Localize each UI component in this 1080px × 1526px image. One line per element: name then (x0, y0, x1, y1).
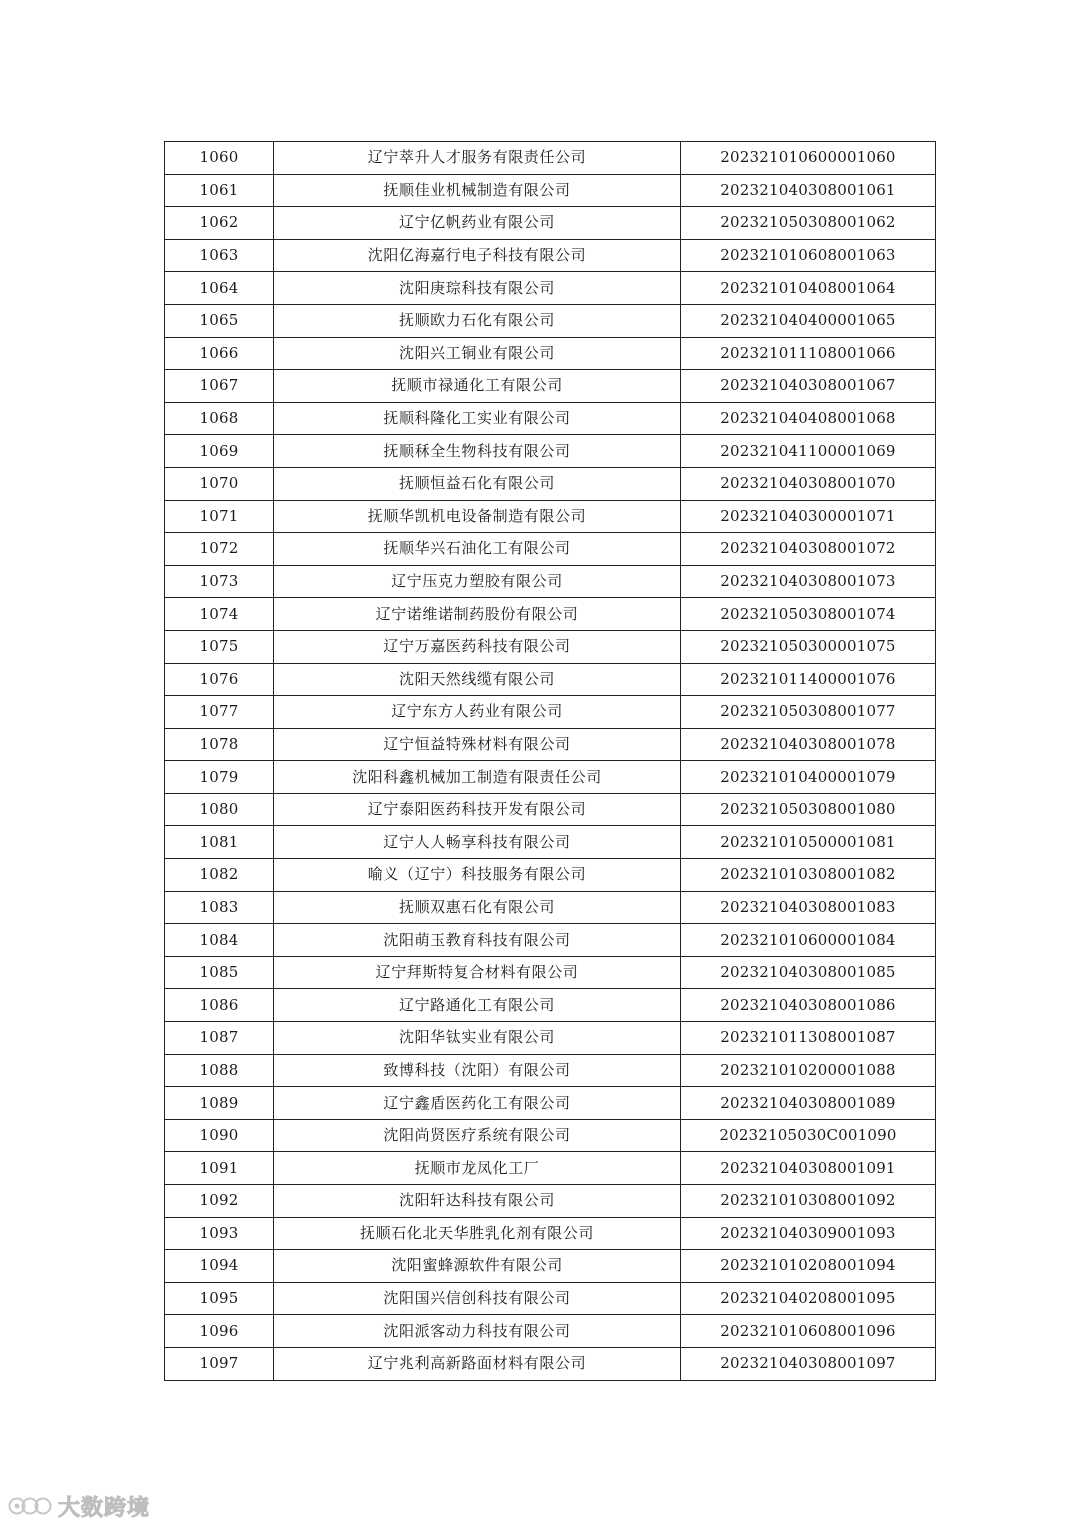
table-row (165, 174, 936, 207)
registration-code: 202321010608001063 (681, 239, 936, 272)
table-row (165, 630, 936, 663)
company-name: 辽宁萃升人才服务有限责任公司 (274, 142, 681, 175)
table-row (165, 663, 936, 696)
table-row (165, 728, 936, 761)
company-name: 沈阳天然线缆有限公司 (274, 663, 681, 696)
registration-code: 202321010308001082 (681, 859, 936, 892)
company-name: 辽宁恒益特殊材料有限公司 (274, 728, 681, 761)
registration-code: 202321010200001088 (681, 1054, 936, 1087)
row-number: 1067 (165, 370, 274, 403)
row-number: 1075 (165, 630, 274, 663)
registration-code: 202321040308001067 (681, 370, 936, 403)
company-name: 抚顺佳业机械制造有限公司 (274, 174, 681, 207)
company-name: 抚顺欧力石化有限公司 (274, 304, 681, 337)
table-row (165, 598, 936, 631)
registration-code: 202321050308001062 (681, 207, 936, 240)
table-row (165, 370, 936, 403)
registration-code: 202321010600001060 (681, 142, 936, 175)
row-number: 1087 (165, 1022, 274, 1055)
company-name: 沈阳蜜蜂源软件有限公司 (274, 1250, 681, 1283)
row-number: 1063 (165, 239, 274, 272)
company-name: 抚顺科隆化工实业有限公司 (274, 402, 681, 435)
registration-code: 202321040308001061 (681, 174, 936, 207)
table-row (165, 924, 936, 957)
row-number: 1070 (165, 467, 274, 500)
registration-code: 202321010500001081 (681, 826, 936, 859)
table-row (165, 1022, 936, 1055)
row-number: 1095 (165, 1282, 274, 1315)
row-number: 1071 (165, 500, 274, 533)
registration-code: 20232105030C001090 (681, 1119, 936, 1152)
company-name: 沈阳轩达科技有限公司 (274, 1185, 681, 1218)
table-row (165, 142, 936, 175)
registration-code: 202321041100001069 (681, 435, 936, 468)
row-number: 1069 (165, 435, 274, 468)
row-number: 1066 (165, 337, 274, 370)
table-row (165, 696, 936, 729)
table-row (165, 793, 936, 826)
company-name: 抚顺秝全生物科技有限公司 (274, 435, 681, 468)
row-number: 1078 (165, 728, 274, 761)
company-name: 辽宁路通化工有限公司 (274, 989, 681, 1022)
company-name: 辽宁泰阳医药科技开发有限公司 (274, 793, 681, 826)
registration-code: 202321010308001092 (681, 1185, 936, 1218)
table-row (165, 533, 936, 566)
registration-code: 202321050308001080 (681, 793, 936, 826)
row-number: 1061 (165, 174, 274, 207)
row-number: 1068 (165, 402, 274, 435)
row-number: 1082 (165, 859, 274, 892)
registration-code: 202321050308001074 (681, 598, 936, 631)
company-name: 沈阳萌玉教育科技有限公司 (274, 924, 681, 957)
table-row (165, 1250, 936, 1283)
company-registry-table (164, 141, 936, 1381)
table-row (165, 1282, 936, 1315)
table-row (165, 304, 936, 337)
table-row (165, 1185, 936, 1218)
table-row (165, 207, 936, 240)
company-name: 辽宁兆利高新路面材料有限公司 (274, 1347, 681, 1380)
brand-logo-icon (8, 1493, 52, 1519)
registration-code: 202321040400001065 (681, 304, 936, 337)
company-name: 沈阳庚琮科技有限公司 (274, 272, 681, 305)
registration-code: 202321040308001085 (681, 956, 936, 989)
company-name: 沈阳尚贤医疗系统有限公司 (274, 1119, 681, 1152)
company-name: 致博科技（沈阳）有限公司 (274, 1054, 681, 1087)
company-name: 辽宁人人畅享科技有限公司 (274, 826, 681, 859)
row-number: 1072 (165, 533, 274, 566)
company-name: 抚顺市龙凤化工厂 (274, 1152, 681, 1185)
registration-code: 202321010408001064 (681, 272, 936, 305)
table-row (165, 891, 936, 924)
row-number: 1093 (165, 1217, 274, 1250)
row-number: 1085 (165, 956, 274, 989)
company-name: 沈阳华钛实业有限公司 (274, 1022, 681, 1055)
table-row (165, 239, 936, 272)
row-number: 1091 (165, 1152, 274, 1185)
registration-code: 202321040408001068 (681, 402, 936, 435)
registration-code: 202321040308001089 (681, 1087, 936, 1120)
registration-code: 202321010608001096 (681, 1315, 936, 1348)
registration-code: 202321040308001078 (681, 728, 936, 761)
row-number: 1060 (165, 142, 274, 175)
table-row (165, 1054, 936, 1087)
registration-code: 202321040308001072 (681, 533, 936, 566)
table-row (165, 272, 936, 305)
registration-code: 202321040308001091 (681, 1152, 936, 1185)
company-name: 沈阳亿海嘉行电子科技有限公司 (274, 239, 681, 272)
row-number: 1064 (165, 272, 274, 305)
row-number: 1086 (165, 989, 274, 1022)
company-name: 抚顺华凯机电设备制造有限公司 (274, 500, 681, 533)
table-row (165, 467, 936, 500)
watermark (8, 1490, 150, 1522)
registration-code: 202321040308001073 (681, 565, 936, 598)
table-row (165, 402, 936, 435)
table-body (165, 142, 936, 1381)
row-number: 1090 (165, 1119, 274, 1152)
registration-code: 202321011400001076 (681, 663, 936, 696)
row-number: 1092 (165, 1185, 274, 1218)
company-name: 抚顺双惠石化有限公司 (274, 891, 681, 924)
registration-code: 202321050300001075 (681, 630, 936, 663)
table-row (165, 859, 936, 892)
row-number: 1089 (165, 1087, 274, 1120)
registration-code: 202321010208001094 (681, 1250, 936, 1283)
registration-code: 202321040309001093 (681, 1217, 936, 1250)
table-row (165, 989, 936, 1022)
table-row (165, 565, 936, 598)
company-name: 抚顺恒益石化有限公司 (274, 467, 681, 500)
watermark-text: 大数跨境 (58, 1495, 151, 1521)
company-name: 喻义（辽宁）科技服务有限公司 (274, 859, 681, 892)
row-number: 1083 (165, 891, 274, 924)
table-row (165, 435, 936, 468)
company-name: 抚顺石化北天华胜乳化剂有限公司 (274, 1217, 681, 1250)
table-row (165, 956, 936, 989)
registration-code: 202321011308001087 (681, 1022, 936, 1055)
company-name: 沈阳兴工铜业有限公司 (274, 337, 681, 370)
table-row (165, 1217, 936, 1250)
table-row (165, 337, 936, 370)
registration-code: 202321010600001084 (681, 924, 936, 957)
table-row (165, 1347, 936, 1380)
row-number: 1074 (165, 598, 274, 631)
registration-code: 202321040308001070 (681, 467, 936, 500)
row-number: 1088 (165, 1054, 274, 1087)
registration-code: 202321011108001066 (681, 337, 936, 370)
row-number: 1081 (165, 826, 274, 859)
registration-code: 202321040308001097 (681, 1347, 936, 1380)
row-number: 1097 (165, 1347, 274, 1380)
table-row (165, 1152, 936, 1185)
company-name: 辽宁亿帆药业有限公司 (274, 207, 681, 240)
registration-code: 202321040308001083 (681, 891, 936, 924)
company-name: 沈阳科鑫机械加工制造有限责任公司 (274, 761, 681, 794)
row-number: 1076 (165, 663, 274, 696)
company-name: 辽宁压克力塑胶有限公司 (274, 565, 681, 598)
row-number: 1080 (165, 793, 274, 826)
registration-code: 202321040208001095 (681, 1282, 936, 1315)
company-name: 抚顺市禄通化工有限公司 (274, 370, 681, 403)
row-number: 1065 (165, 304, 274, 337)
table-row (165, 826, 936, 859)
company-name: 沈阳国兴信创科技有限公司 (274, 1282, 681, 1315)
table-row (165, 500, 936, 533)
row-number: 1096 (165, 1315, 274, 1348)
row-number: 1062 (165, 207, 274, 240)
company-name: 辽宁万嘉医药科技有限公司 (274, 630, 681, 663)
registration-code: 202321010400001079 (681, 761, 936, 794)
company-name: 辽宁诺维诺制药股份有限公司 (274, 598, 681, 631)
row-number: 1094 (165, 1250, 274, 1283)
registration-code: 202321050308001077 (681, 696, 936, 729)
table-row (165, 1087, 936, 1120)
registration-code: 202321040300001071 (681, 500, 936, 533)
company-name: 辽宁东方人药业有限公司 (274, 696, 681, 729)
row-number: 1079 (165, 761, 274, 794)
table-row (165, 1315, 936, 1348)
company-name: 辽宁拜斯特复合材料有限公司 (274, 956, 681, 989)
row-number: 1073 (165, 565, 274, 598)
registration-code: 202321040308001086 (681, 989, 936, 1022)
row-number: 1084 (165, 924, 274, 957)
company-name: 沈阳派客动力科技有限公司 (274, 1315, 681, 1348)
company-name: 抚顺华兴石油化工有限公司 (274, 533, 681, 566)
table-row (165, 761, 936, 794)
company-name: 辽宁鑫盾医药化工有限公司 (274, 1087, 681, 1120)
row-number: 1077 (165, 696, 274, 729)
table-row (165, 1119, 936, 1152)
